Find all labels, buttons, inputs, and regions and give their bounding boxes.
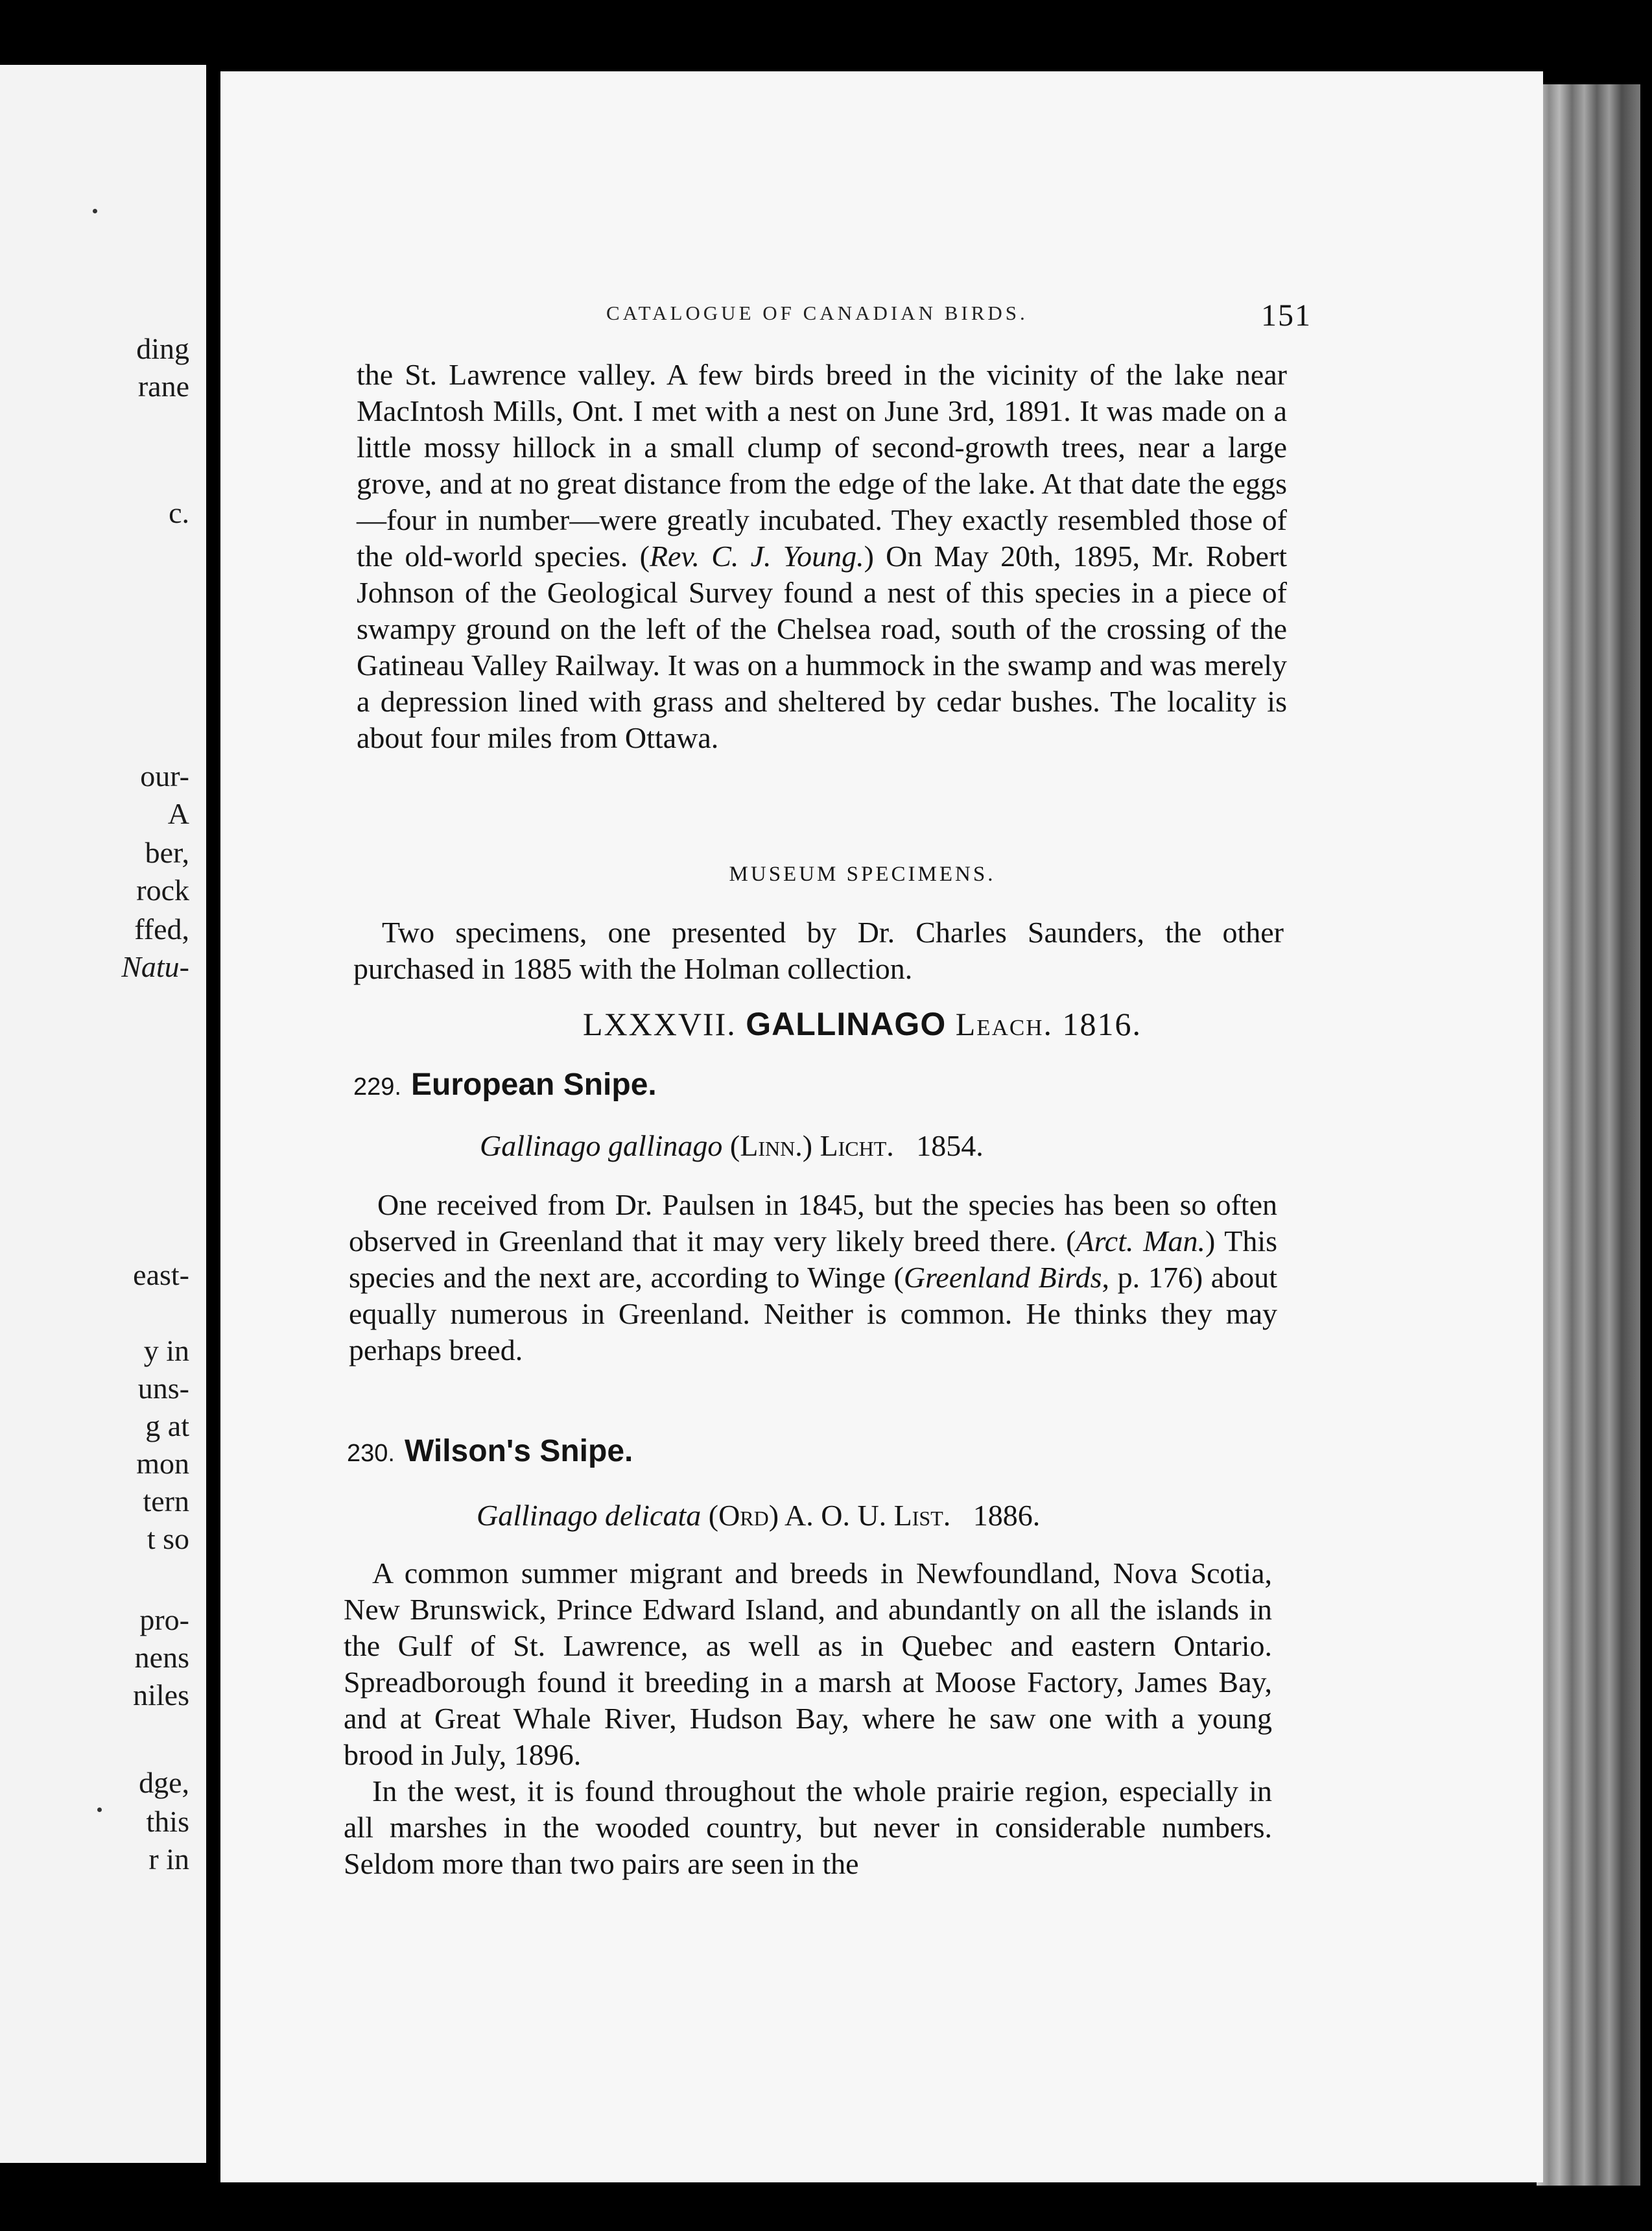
- left-page-fragment: our-: [140, 759, 189, 793]
- s229-cite-1: Arct. Man.: [1076, 1224, 1206, 1258]
- left-page-fragment: ffed,: [134, 913, 189, 946]
- left-page-fragment: east-: [133, 1258, 189, 1291]
- s230-paragraph-1: A common summer migrant and breeds in Newfoundland, Nova Scotia, New Brunswick, Prince Edward Island, and abundantly on all the islands in the Gulf of St. Lawrence, as well as in Quebec and eastern Ontario. Spreadborough found it breeding in a marsh at Moose Factory, James Bay, and at Great Whale River, Hudson Bay, where he saw one with a young brood in July, 1896.: [344, 1557, 1272, 1771]
- genus-heading: [201, 1005, 1524, 1043]
- running-title: CATALOGUE OF CANADIAN BIRDS.: [606, 302, 1028, 324]
- museum-paragraph: [353, 914, 1284, 987]
- species-230-heading: [347, 1433, 633, 1469]
- running-head: [220, 298, 1543, 340]
- left-page-fragment: tern: [143, 1485, 189, 1518]
- left-page-fragment: rock: [136, 874, 189, 907]
- page-edge-stack: [1537, 84, 1640, 2186]
- genus-name: GALLINAGO: [746, 1006, 947, 1042]
- s229-text-c: , p. 176) about equally numerous in Greenland. Neither is common. He thinks they may perhaps breed.: [349, 1261, 1277, 1366]
- binomial-authority: (Ord) A. O. U. List.: [708, 1499, 951, 1532]
- s230-paragraph-2: In the west, it is found throughout the whole prairie region, especially in all marshes in the wooded country, but never in considerable numbers. Seldom more than two pairs are seen in the: [344, 1774, 1272, 1880]
- species-229-heading: [353, 1067, 657, 1103]
- speck: [97, 1807, 102, 1812]
- left-page-fragment: rane: [137, 370, 189, 403]
- museum-text: Two specimens, one presented by Dr. Charles Saunders, the other purchased in 1885 with the Holman collection.: [353, 916, 1284, 985]
- book-page: [220, 71, 1543, 2182]
- binomial-year: 1886.: [973, 1499, 1041, 1532]
- left-page-fragment: c.: [169, 496, 189, 529]
- page-content: [220, 71, 1543, 2182]
- left-page-fragment: t so: [147, 1522, 189, 1555]
- species-230-binomial: [477, 1498, 1040, 1533]
- binomial-year: 1854.: [916, 1129, 984, 1162]
- left-page-fragment: g at: [145, 1409, 189, 1442]
- left-page-fragment: pro-: [139, 1603, 189, 1636]
- left-page-fragment: niles: [133, 1678, 189, 1712]
- left-page-fragment: r in: [148, 1843, 189, 1876]
- binomial-name: Gallinago gallinago: [480, 1129, 723, 1162]
- binomial-authority: (Linn.) Licht.: [729, 1129, 894, 1162]
- species-number: 230.: [347, 1440, 395, 1467]
- left-page-fragment: y in: [143, 1334, 189, 1367]
- speck: [93, 209, 97, 213]
- left-page-fragment: Natu-: [121, 950, 189, 983]
- intro-text-a: the St. Lawrence valley. A few birds breed in the vicinity of the lake near MacIntosh Mills, Ont. I met with a nest on June 3rd, 1891. It was made on a little mossy hillock in a small clump of second-growth trees, near a large grove, and at no great distance from the edge of the lake. At that date the eggs—four in number—were greatly incubated. They exactly resembled those of the old-world species. (: [357, 358, 1287, 573]
- species-number: 229.: [353, 1073, 401, 1101]
- genus-year: 1816.: [1062, 1006, 1142, 1042]
- intro-text-b: ) On May 20th, 1895, Mr. Robert Johnson of the Geological Survey found a nest of this species in a piece of swampy ground on the left of the Chelsea road, south of the crossing of the Gatineau Valley Railway. It was on a hummock in the swamp and was merely a depression lined with grass and sheltered by cedar bushes. The locality is about four miles from Ottawa.: [357, 540, 1287, 754]
- left-facing-page: [0, 65, 206, 2163]
- s229-text-b: ) This species and the next are, according to Winge (: [349, 1224, 1277, 1294]
- species-name: Wilson's Snipe.: [405, 1434, 633, 1468]
- genus-numeral: LXXXVII.: [582, 1006, 737, 1042]
- genus-author: Leach.: [955, 1006, 1054, 1042]
- left-page-fragment: this: [146, 1805, 189, 1838]
- left-page-fragment: uns-: [137, 1372, 189, 1405]
- species-230-paragraphs: [344, 1555, 1272, 1882]
- left-page-fragment: ding: [136, 332, 189, 365]
- s229-text-a: One received from Dr. Paulsen in 1845, but the species has been so often observed in Greenland that it may very likely breed there. (: [349, 1188, 1277, 1258]
- museum-specimens-heading: MUSEUM SPECIMENS.: [729, 863, 996, 886]
- left-page-fragment: A: [167, 797, 189, 830]
- left-page-fragment: dge,: [139, 1766, 189, 1799]
- left-page-fragment: ber,: [145, 836, 189, 869]
- species-229-binomial: [480, 1128, 984, 1163]
- s229-cite-2: Greenland Birds: [903, 1261, 1102, 1294]
- species-229-paragraph: [349, 1187, 1277, 1368]
- binomial-name: Gallinago delicata: [477, 1499, 702, 1532]
- intro-paragraph: [357, 357, 1287, 756]
- page-number: 151: [1261, 298, 1312, 333]
- left-page-fragment: mon: [136, 1447, 189, 1480]
- species-name: European Snipe.: [411, 1068, 657, 1102]
- left-page-fragment: nens: [134, 1641, 189, 1674]
- intro-citation: Rev. C. J. Young.: [649, 540, 864, 573]
